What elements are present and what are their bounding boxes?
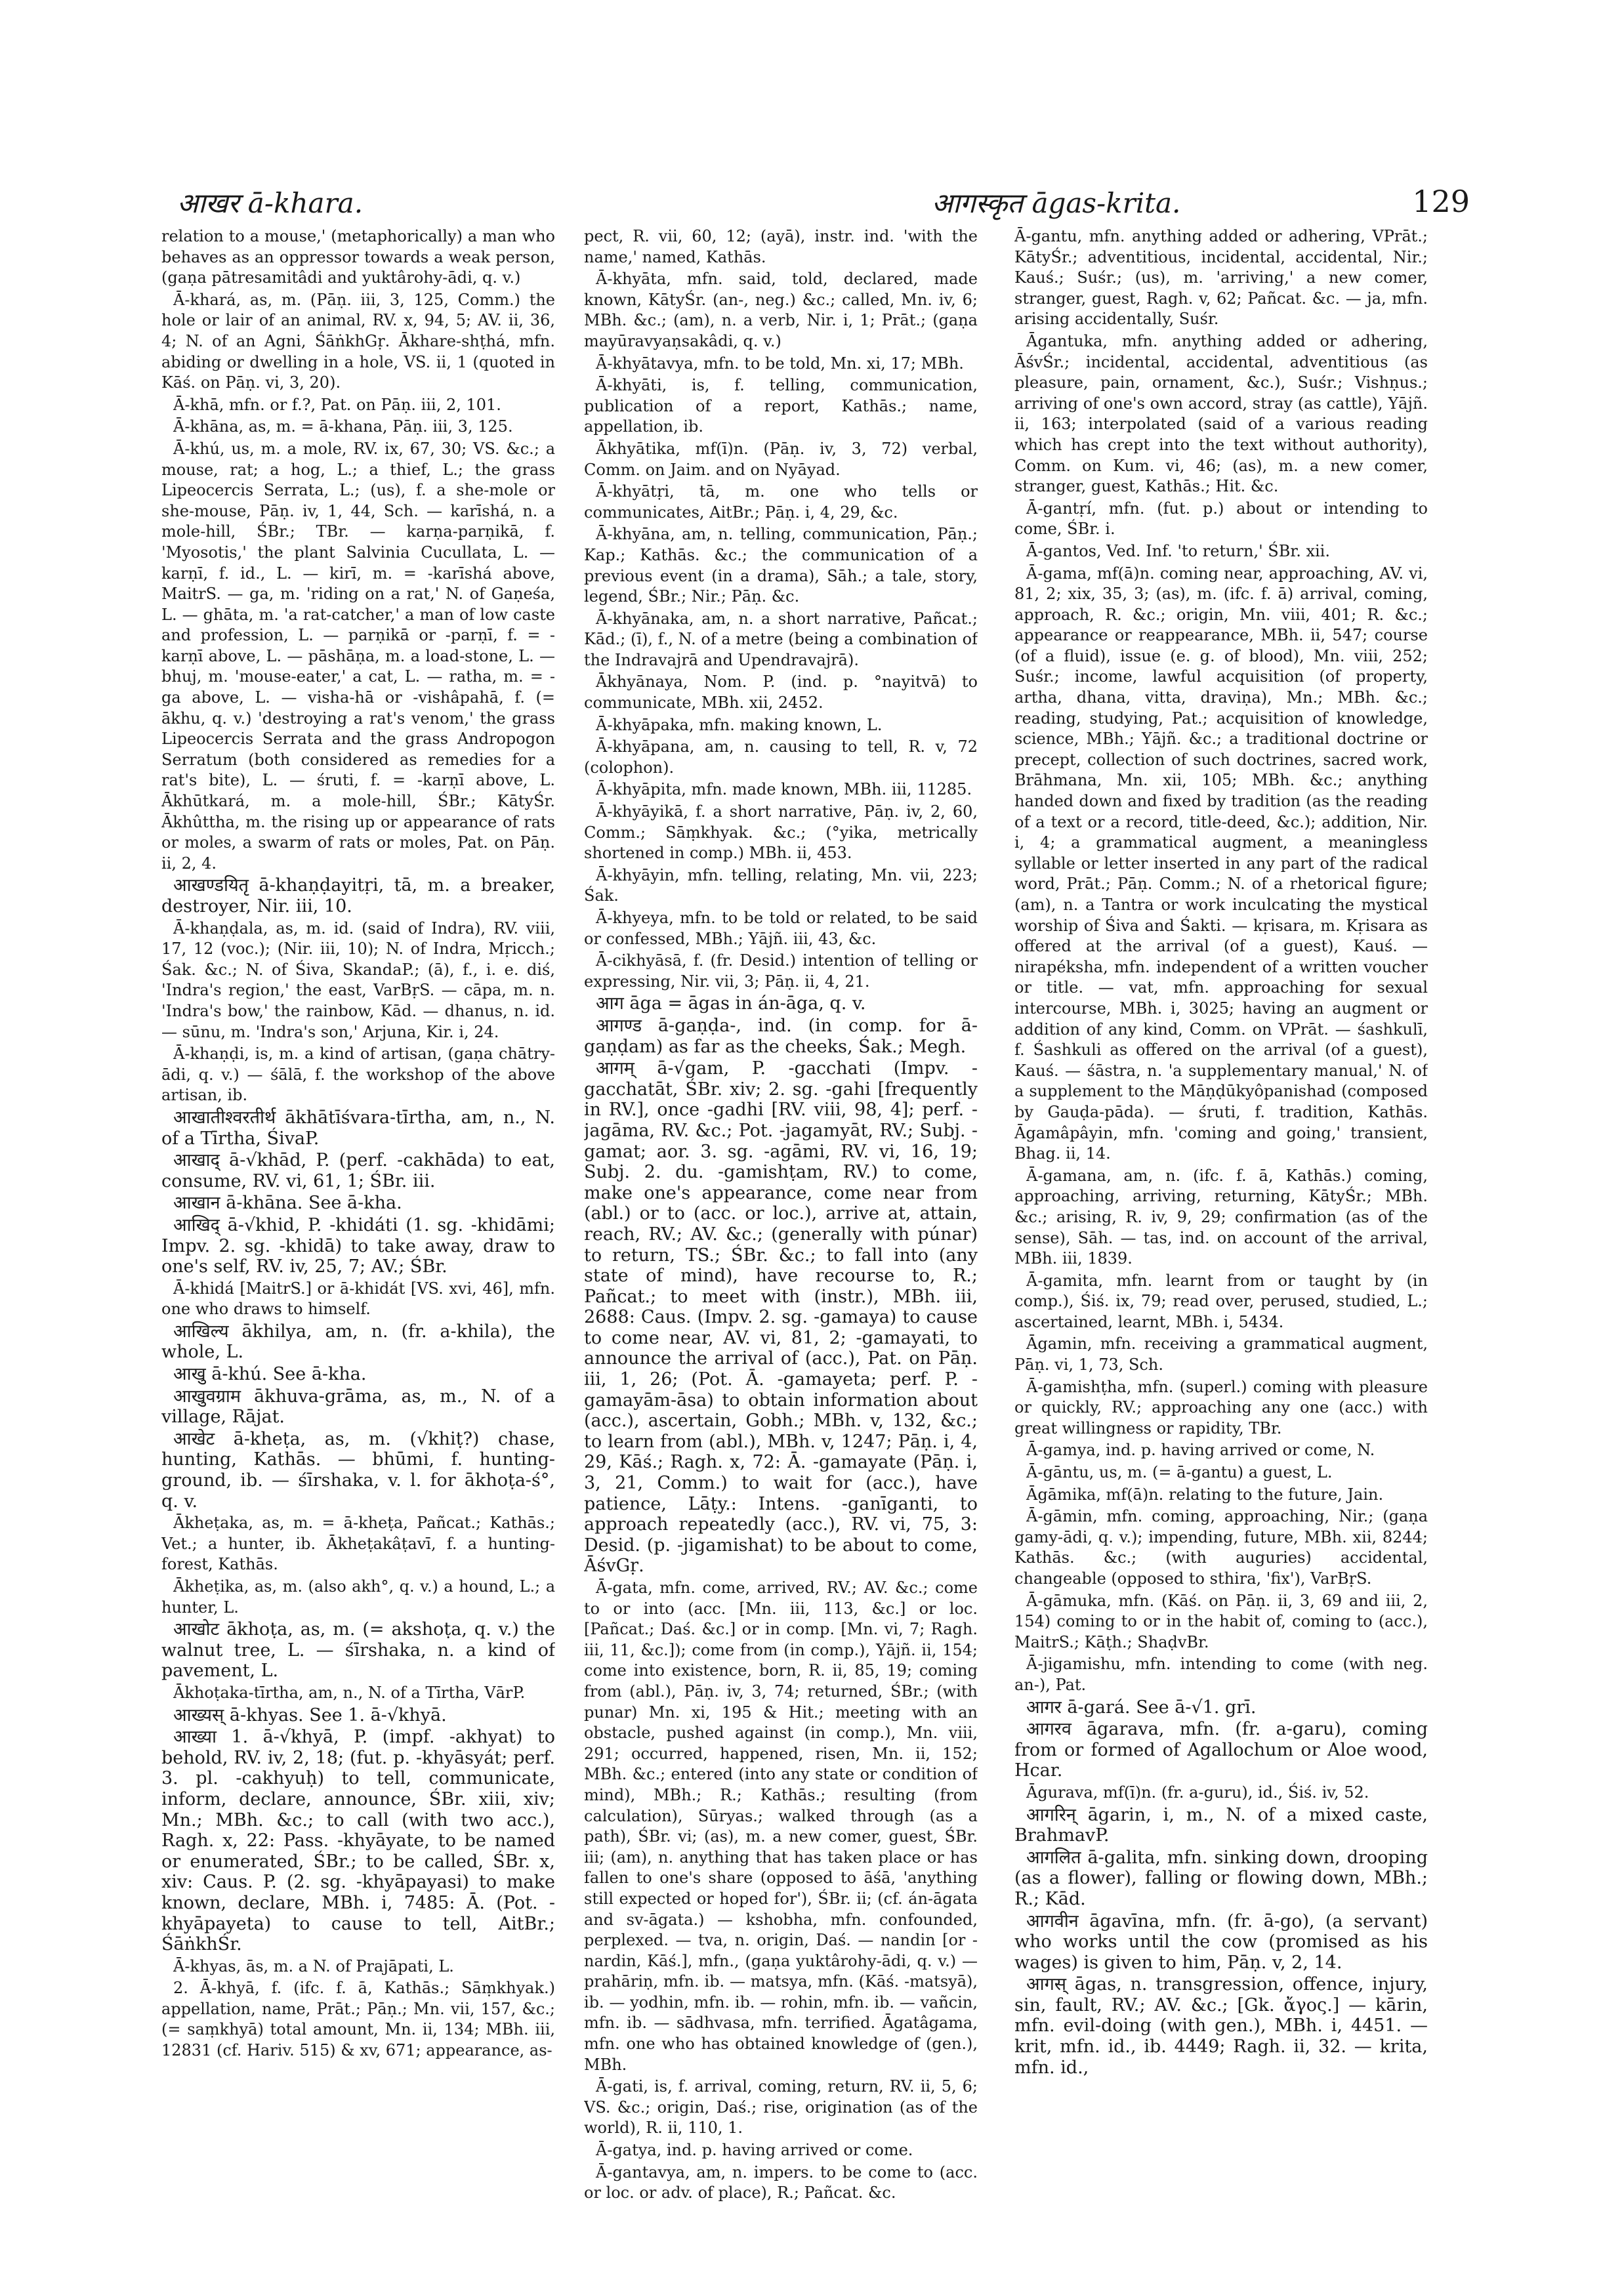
dictionary-entry: Ākheṭaka, as, m. = ā-kheṭa, Pañcat.; Kathās.; Vet.; a hunter, ib. Ākheṭakâṭavī, f. a hunting-forest, Kathās.	[161, 1514, 555, 1574]
dictionary-entry: Ā-gantavya, am, n. impers. to be come to (acc. or loc. or adv. of place), R.; Pañcat. &c.	[584, 2162, 978, 2202]
dictionary-entry: आखु ā-khú. See ā-kha.	[173, 1364, 367, 1385]
dictionary-entry: आगरिन् āgarin, i, m., N. of a mixed caste, BrahmavP.	[1014, 1804, 1428, 1846]
dictionary-entry: Āgamin, mfn. receiving a grammatical augment, Pāṇ. vi, 1, 73, Sch.	[1014, 1334, 1428, 1375]
dictionary-entry: 2. Ā-khyā, f. (ifc. f. ā, Kathās.; Sāṃkhyak.) appellation, name, Prāt.; Pāṇ.; Mn. vii, 157, &c.; (= saṃkhyā) total amount, Mn. ii, 134; MBh. iii, 12831 (cf. Hariv. 515) & xv, 671; appearance, as-	[161, 1979, 555, 2060]
dictionary-entry: आखान ā-khāna. See ā-kha.	[173, 1193, 402, 1214]
dictionary-entry: Ā-gatya, ind. p. having arrived or come.	[596, 2141, 913, 2160]
dictionary-entry: Ā-khyas, ās, m. a N. of Prajāpati, L.	[173, 1956, 454, 1975]
dictionary-entry: Ā-gāmin, mfn. coming, approaching, Nir.; (gaṇa gamy-ādi, q. v.); impending, future, MBh. xii, 8244; Kathās. &c.; (with auguries) accidental, changeable (opposed to sthira, 'fix'), VarBṛS.	[1014, 1507, 1428, 1588]
dictionary-entry: Ā-khyāna, am, n. telling, communication, Pāṇ.; Kap.; Kathās. &c.; the communication of a previous event (in a drama), Sāh.; a tale, story, legend, ŚBr.; Nir.; Pāṇ. &c.	[584, 525, 978, 606]
dictionary-entry: Ā-khará, as, m. (Pāṇ. iii, 3, 125, Comm.) the hole or lair of an animal, RV. x, 94, 5; AV. ii, 36, 4; N. of an Agni, ŚāṅkhGṛ. Ākhare-shṭhá, mfn. abiding or dwelling in a hole, VS. ii, 1 (quoted in Kāś. on Pāṇ. vi, 3, 20).	[161, 290, 555, 392]
dictionary-entry: pect, R. vii, 60, 12; (ayā), instr. ind. 'with the name,' named, Kathās.	[584, 227, 978, 266]
column-1	[161, 226, 555, 2260]
column-2	[584, 226, 978, 2260]
dictionary-entry: आखातीश्वरतीर्थ ākhātīśvara-tīrtha, am, n., N. of a Tīrtha, ŚivaP.	[161, 1107, 555, 1149]
dictionary-entry: आख्यस् ā-khyas. See 1. ā-√khyā.	[173, 1705, 447, 1726]
dictionary-entry: आगस् āgas, n. transgression, offence, injury, sin, fault, RV.; AV. &c.; [Gk. ἄγος.] — kārin, mfn. evil-doing (with gen.), MBh. i, 4451. — krit, mfn. id., ib. 4449; Ragh. ii, 32. — krita, mfn. id.,	[1014, 1974, 1428, 2078]
dictionary-entry: Ā-gantos, Ved. Inf. 'to return,' ŚBr. xii.	[1026, 541, 1330, 560]
dictionary-entry: आगरव āgarava, mfn. (fr. a-garu), coming from or formed of Agallochum or Aloe wood, Hcar.	[1014, 1719, 1428, 1781]
dictionary-entry: Ākhoṭaka-tīrtha, am, n., N. of a Tīrtha, VārP.	[173, 1683, 526, 1702]
dictionary-entry: Ā-khyāti, is, f. telling, communication, publication of a report, Kathās.; name, appellation, ib.	[584, 376, 978, 436]
dictionary-entry: Āgāmika, mf(ā)n. relating to the future, Jain.	[1026, 1485, 1384, 1504]
dictionary-entry: Ā-khyāpana, am, n. causing to tell, R. v, 72 (colophon).	[584, 737, 978, 777]
dictionary-entry: Ā-khāna, as, m. = ā-khana, Pāṇ. iii, 3, 125.	[173, 417, 513, 436]
dictionary-entry: relation to a mouse,' (metaphorically) a man who behaves as an oppressor towards a weak person, (gaṇa pātresamitâdi and yuktârohy-ādi, q. v.)	[161, 227, 555, 287]
dictionary-entry: Ā-khidá [MaitrS.] or ā-khidát [VS. xvi, 46], mfn. one who draws to himself.	[161, 1279, 555, 1319]
dictionary-entry: आगण्ड ā-gaṇḍa-, ind. (in comp. for ā-gaṇḍam) as far as the cheeks, Śak.; Megh.	[584, 1015, 978, 1057]
dictionary-entry: Ā-gamya, ind. p. having arrived or come, N.	[1026, 1441, 1375, 1460]
dictionary-entry: Ākhyātika, mf(ī)n. (Pāṇ. iv, 3, 72) verbal, Comm. on Jaim. and on Nyāyad.	[584, 439, 978, 479]
dictionary-entry: Ā-khyāta, mfn. said, told, declared, made known, KātyŚr. (an-, neg.) &c.; called, Mn. iv, 6; MBh. &c.; (am), n. a verb, Nir. i, 1; Prāt.; (gaṇa mayūravyaṇsakâdi, q. v.)	[584, 270, 978, 350]
dictionary-entry: Ā-khyāpita, mfn. made known, MBh. iii, 11285.	[596, 780, 972, 799]
dictionary-entry: आखण्डयितृ ā-khaṇḍayitṛi, tā, m. a breaker, destroyer, Nir. iii, 10.	[161, 875, 555, 917]
dictionary-entry: Ā-cikhyāsā, f. (fr. Desid.) intention of telling or expressing, Nir. vii, 3; Pāṇ. ii, 4, 21.	[584, 951, 978, 991]
dictionary-entry: Ā-gantṛí, mfn. (fut. p.) about or intending to come, ŚBr. i.	[1014, 499, 1428, 539]
dictionary-entry: आखुवग्राम ākhuva-grāma, as, m., N. of a village, Rājat.	[161, 1386, 555, 1428]
dictionary-entry: Ā-gama, mf(ā)n. coming near, approaching, AV. vi, 81, 2; xix, 35, 3; (as), m. (ifc. f. ā) arrival, coming, approach, R. &c.; origin, Mn. viii, 401; R. &c.; appearance or reappearance, MBh. ii, 547; course (of a fluid), issue (e. g. of blood), Mn. viii, 252; Suśr.; income, lawful acquisition (of property, artha, dhana, vitta, draviṇa), Mn.; MBh. &c.; reading, studying, Pat.; acquisition of knowledge, science, MBh.; Yājñ. &c.; a traditional doctrine or precept, collection of such doctrines, sacred work, Brāhmana, Mn. xii, 105; MBh. &c.; anything handed down and fixed by tradition (as the reading of a text or a record, title-deed, &c.); addition, Nir. i, 4; a grammatical augment, a meaningless syllable or letter inserted in any part of the radical word, Prāt.; Pāṇ. Comm.; N. of a rhetorical figure; (am), n. a Tantra or work inculcating the mystical worship of Śiva and Śakti. — kṛisara, m. Kṛisara as offered at the arrival (of a guest), Kauś. — nirapéksha, mfn. independent of a written voucher or title. — vat, mfn. approaching for sexual intercourse, MBh. i, 3025; having an augment or addition of any kind, Comm. on VPrāt. — śashkulī, f. Śashkuli as offered on the arrival (of a guest), Kauś. — śāstra, n. 'a supplementary manual,' N. of a supplement to the Māṇḍūkyôpanishad (composed by Gauḍa-pāda). — śruti, f. tradition, Kathās. Āgamâpâyin, mfn. 'coming and going,' transient, Bhag. ii, 14.	[1014, 564, 1428, 1163]
dictionary-entry: Ā-khyāyin, mfn. telling, relating, Mn. vii, 223; Śak.	[584, 865, 978, 905]
dictionary-entry: आगलित ā-galita, mfn. sinking down, drooping (as a flower), falling or flowing down, MBh.; R.; Kād.	[1014, 1847, 1428, 1909]
dictionary-entry: आख्या 1. ā-√khyā, P. (impf. -akhyat) to behold, RV. iv, 2, 18; (fut. p. -khyāsyát; perf. 3. pl. -cakhyuḥ) to tell, communicate, inform, declare, announce, ŚBr. xiii, xiv; Mn.; MBh. &c.; to call (with two acc.), Ragh. x, 22: Pass. -khyāyate, to be named or enumerated, ŚBr.; to be called, ŚBr. x, xiv: Caus. P. (2. sg. -khyāpayasi) to make known, declare, MBh. i, 7485: Ā. (Pot. -khyāpayeta) to cause to tell, AitBr.; ŚāṅkhŚr.	[161, 1727, 555, 1955]
column-3	[1014, 226, 1428, 2260]
dictionary-entry: Ā-khyānaka, am, n. a short narrative, Pañcat.; Kād.; (ī), f., N. of a metre (being a combination of the Indravajrā and Upendravajrā).	[584, 609, 978, 669]
dictionary-entry: Ā-khaṇḍi, is, m. a kind of artisan, (gaṇa chātry-ādi, q. v.) — śālā, f. the workshop of the above artisan, ib.	[161, 1044, 555, 1105]
dictionary-entry: आगम् ā-√gam, P. -gacchati (Impv. -gacchatāt, ŚBr. xiv; 2. sg. -gahi [frequently in RV.], once -gadhi [RV. viii, 98, 4]; perf. -jagāma, RV. &c.; Pot. -jagamyāt, RV.; Subj. -gamat; aor. 3. sg. -agāmi, RV. vi, 16, 19; Subj. 2. du. -gamishṭam, RV.) to come, make one's appearance, come near from (abl.) or to (acc. or loc.), arrive at, attain, reach, RV.; AV. &c.; (generally with púnar) to return, TS.; ŚBr. &c.; to fall into (any state of mind), have recourse to, R.; Pañcat.; to meet with (instr.), MBh. iii, 2688: Caus. (Impv. 2. sg. -gamaya) to cause to come near, AV. vi, 81, 2; -gamayati, to announce the arrival of (acc.), Pat. on Pāṇ. iii, 1, 26; (Pot. Ā. -gamayeta; perf. P. -gamayām-āsa) to obtain information about (acc.), ascertain, Gobh.; MBh. v, 132, &c.; to learn from (abl.), MBh. v, 1247; Pāṇ. i, 4, 29, Kāś.; Ragh. x, 72: Ā. -gamayate (Pāṇ. i, 3, 21, Comm.) to wait for (acc.), have patience, Lāṭy.: Intens. -ganīganti, to approach repeatedly (acc.), RV. vi, 75, 3: Desid. (p. -jigamishat) to be about to come, ĀśvGṛ.	[584, 1058, 978, 1577]
dictionary-entry: Ā-gamana, am, n. (ifc. f. ā, Kathās.) coming, approaching, arriving, returning, KātyŚr.; MBh. &c.; arising, R. iv, 9, 29; confirmation (as of the sense), Sāh. — tas, ind. on account of the arrival, MBh. iii, 1839.	[1014, 1166, 1428, 1268]
dictionary-entry: Ā-khyāpaka, mfn. making known, L.	[596, 715, 883, 734]
dictionary-entry: Ā-gati, is, f. arrival, coming, return, RV. ii, 5, 6; VS. &c.; origin, Daś.; rise, origination (as of the world), R. ii, 110, 1.	[584, 2077, 978, 2138]
dictionary-entry: Āgantuka, mfn. anything added or adhering, ĀśvŚr.; incidental, accidental, adventitious (as pleasure, pain, ornament, &c.), Suśr.; Vishṇus.; arriving of one's own accord, stray (as cattle), Yājñ. ii, 163; interpolated (said of a various reading which has crept into the text without authority), Comm. on Kum. vi, 46; (as), m. a new comer, stranger, guest, Kathās.; Hit. &c.	[1014, 331, 1428, 496]
dictionary-entry: Ā-gamishṭha, mfn. (superl.) coming with pleasure or quickly, RV.; approaching any one (acc.) with great willingness or rapidity, TBr.	[1014, 1377, 1428, 1437]
dictionary-entry: Ā-khyātavya, mfn. to be told, Mn. xi, 17; MBh.	[596, 354, 964, 373]
dictionary-entry: Ā-gantu, mfn. anything added or adhering, VPrāt.; KātyŚr.; adventitious, incidental, accidental, Nir.; Kauś.; Suśr.; (us), m. 'arriving,' a new comer, stranger, guest, Ragh. v, 62; Pañcat. &c. — ja, mfn. arising accidentally, Suśr.	[1014, 227, 1428, 329]
dictionary-entry: आग āga = āgas in án-āga, q. v.	[596, 993, 866, 1014]
dictionary-entry: Ā-gamita, mfn. learnt from or taught by (in comp.), Śiś. ix, 79; read over, perused, studied, L.; ascertained, learnt, MBh. i, 5434.	[1014, 1271, 1428, 1331]
dictionary-entry: Ā-khyāyikā, f. a short narrative, Pāṇ. iv, 2, 60, Comm.; Sāṃkhyak. &c.; (°yika, metrically shortened in comp.) MBh. ii, 453.	[584, 802, 978, 863]
dictionary-entry: Ā-gāntu, us, m. (= ā-gantu) a guest, L.	[1026, 1463, 1333, 1482]
page-header	[157, 184, 1470, 230]
dictionary-entry: Ā-khyeya, mfn. to be told or related, to be said or confessed, MBh.; Yājñ. iii, 43, &c.	[584, 909, 978, 948]
dictionary-entry: Ā-khú, us, m. a mole, RV. ix, 67, 30; VS. &c.; a mouse, rat; a hog, L.; a thief, L.; the grass Lipeocercis Serrata, L.; (us), f. a she-mole or she-mouse, Pāṇ. iv, 1, 44, Sch. — karīshá, n. a mole-hill, ŚBr.; TBr. — karṇa-parṇikā, f. 'Myosotis,' the plant Salvinia Cucullata, L. — karṇī, f. id., L. — kirī, m. = -karīshá above, MaitrS. — ga, m. 'riding on a rat,' N. of Gaṇeśa, L. — ghāta, m. 'a rat-catcher,' a man of low caste and profession, L. — parṇikā or -parṇī, f. = -karṇī above, L. — pāshāṇa, m. a load-stone, L. — bhuj, m. 'mouse-eater,' a cat, L. — ratha, m. = -ga above, L. — visha-hā or -vishâpahā, f. (= ākhu, q. v.) 'destroying a rat's venom,' the grass Lipeocercis Serrata and the grass Andropogon Serratum (both considered as remedies for a rat's bite), L. — śruti, f. = -karṇī above, L. Ākhūtkará, m. a mole-hill, ŚBr.; KātyŚr. Ākhûttha, m. the rising up or appearance of rats or moles, a swarm of rats or moles, Pat. on Pāṇ. ii, 2, 4.	[161, 439, 555, 873]
dictionary-entry: Ā-gata, mfn. come, arrived, RV.; AV. &c.; come to or into (acc. [Mn. iii, 113, &c.] or loc. [Pañcat.; Daś. &c.] or in comp. [Mn. vi, 7; Ragh. iii, 11, &c.]); come from (in comp.), Yājñ. ii, 154; come into existence, born, R. ii, 85, 19; coming from (abl.), Pāṇ. iv, 3, 74; returned, ŚBr.; (with punar) Mn. xi, 195 & Hit.; meeting with an obstacle, pushed against (in comp.), Mn. viii, 291; occurred, happened, risen, Mn. ii, 152; MBh. &c.; entered (into any state or condition of mind), MBh.; R.; Kathās.; resulting (from calculation), Sūryas.; walked through (as a path), ŚBr. vi; (as), m. a new comer, guest, ŚBr. iii; (am), n. anything that has taken place or has fallen to one's share (opposed to āśā, 'anything still expected or hoped for'), ŚBr. ii; (cf. án-āgata and sv-āgata.) — kshobha, mfn. confounded, perplexed. — tva, n. origin, Daś. — nandin [or -nardin, Kāś.], mfn., (gaṇa yuktârohy-ādi, q. v.) — prahāriṇ, mfn. ib. — matsya, mfn. (Kāś. -matsyā), ib. — yodhin, mfn. ib. — rohin, mfn. ib. — vañcin, mfn. ib. — sādhvasa, mfn. terrified. Āgatâgama, mfn. one who has obtained knowledge of (gen.), MBh.	[584, 1579, 978, 2074]
dictionary-entry: Ā-khyātṛi, tā, m. one who tells or communicates, AitBr.; Pāṇ. i, 4, 29, &c.	[584, 482, 978, 522]
dictionary-entry: Ā-jigamishu, mfn. intending to come (with neg. an-), Pat.	[1014, 1655, 1428, 1694]
dictionary-entry: Ā-gāmuka, mfn. (Kāś. on Pāṇ. ii, 3, 69 and iii, 2, 154) coming to or in the habit of, coming to (acc.), MaitrS.; Kāṭh.; ShaḍvBr.	[1014, 1591, 1428, 1651]
dictionary-entry: Ākhyānaya, Nom. P. (ind. p. °nayitvā) to communicate, MBh. xii, 2452.	[584, 672, 978, 713]
running-headword-left: आखर ā-khara.	[177, 187, 364, 219]
dictionary-entry: आखाद् ā-√khād, P. (perf. -cakhāda) to eat, consume, RV. vi, 61, 1; ŚBr. iii.	[161, 1150, 555, 1191]
dictionary-entry: आखिद् ā-√khid, P. -khidáti (1. sg. -khidāmi; Impv. 2. sg. -khidā) to take away, draw to one's self, RV. iv, 25, 7; AV.; ŚBr.	[161, 1214, 555, 1277]
dictionary-entry: Ā-khā, mfn. or f.?, Pat. on Pāṇ. iii, 2, 101.	[173, 395, 501, 414]
dictionary-entry: आगर ā-gará. See ā-√1. grī.	[1026, 1697, 1257, 1718]
running-headword-right: आगस्कृत āgas-krita.	[932, 187, 1181, 219]
dictionary-entry: आगवीन āgavīna, mfn. (fr. ā-go), (a servant) who works until the cow (promised as his wages) is given to him, Pāṇ. v, 2, 14.	[1014, 1911, 1428, 1973]
dictionary-entry: आखिल्य ākhilya, am, n. (fr. a-khila), the whole, L.	[161, 1321, 555, 1363]
dictionary-entry: आखोट ākhoṭa, as, m. (= akshoṭa, q. v.) the walnut tree, L. — śīrshaka, n. a kind of pavement, L.	[161, 1619, 555, 1682]
page-number: 129	[1412, 184, 1470, 219]
dictionary-entry: Ākheṭika, as, m. (also akh°, q. v.) a hound, L.; a hunter, L.	[161, 1577, 555, 1617]
dictionary-entry: Ā-khaṇḍala, as, m. id. (said of Indra), RV. viii, 17, 12 (voc.); (Nir. iii, 10); N. of Indra, Mṛicch.; Śak. &c.; N. of Śiva, SkandaP.; (ā), f., i. e. diś, 'Indra's region,' the east, VarBṛS. — cāpa, m. n. 'Indra's bow,' the rainbow, Kād. — dhanus, n. id. — sūnu, m. 'Indra's son,' Arjuna, Kir. i, 24.	[161, 919, 555, 1041]
dictionary-entry: Āgurava, mf(ī)n. (fr. a-guru), id., Śiś. iv, 52.	[1026, 1783, 1369, 1802]
dictionary-entry: आखेट ā-kheṭa, as, m. (√khiṭ?) chase, hunting, Kathās. — bhūmi, f. hunting-ground, ib. — śīrshaka, v. l. for ākhoṭa-ś°, q. v.	[161, 1428, 555, 1512]
